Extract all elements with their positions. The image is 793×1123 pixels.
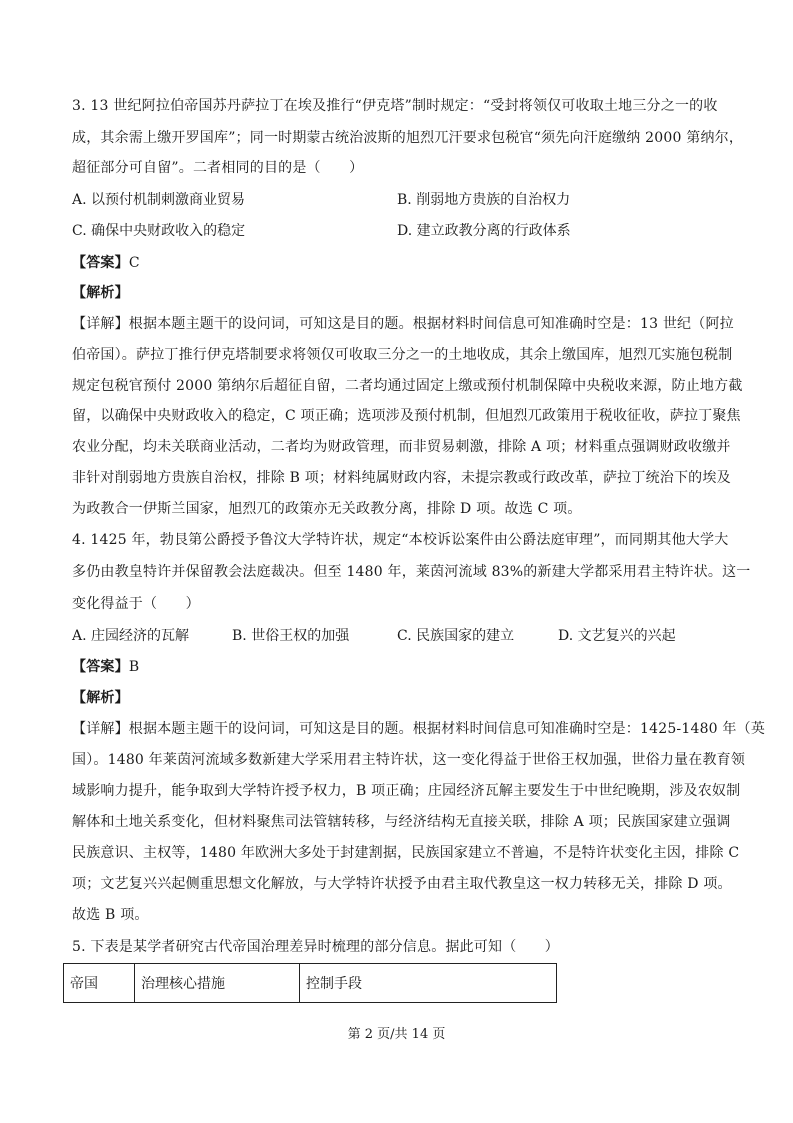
- q3-stem-line-2: 成，其余需上缴开罗国库”；同一时期蒙古统治波斯的旭烈兀汗要求包税官“须先向汗庭缴纳 2000 第纳尔，: [72, 130, 744, 146]
- q4-option-a: A. 庄园经济的瓦解: [72, 628, 190, 644]
- q3-detail-line-2: 伯帝国）。萨拉丁推行伊克塔制要求将领仅可收取三分之一的土地收成，其余上缴国库，旭烈兀实施包税制: [72, 347, 733, 363]
- q3-detail-line-1: 【详解】根据本题主题干的设问词，可知这是目的题。根据材料时间信息可知准确时空是：13 世纪（阿拉: [72, 316, 734, 332]
- q4-detail-line-3: 域影响力提升，能争取到大学特许授予权力，B 项正确；庄园经济瓦解主要发生于中世纪晚期，涉及农奴制: [72, 783, 741, 799]
- q3-option-d: D. 建立政教分离的行政体系: [397, 223, 571, 239]
- q3-answer: [72, 253, 732, 273]
- q3-detail-line-3: 规定包税官预付 2000 第纳尔后超征自留，二者均通过固定上缴或预付机制保障中央税收来源，防止地方截: [72, 378, 743, 394]
- q3-detail-line-6: 非针对削弱地方贵族自治权，排除 B 项；材料纯属财政内容，未提宗教或行政改革，萨拉丁统治下的埃及: [72, 470, 731, 486]
- q3-stem-line-1: 3. 13 世纪阿拉伯帝国苏丹萨拉丁在埃及推行“伊克塔”制时规定：“受封将领仅可收取土地三分之一的收: [72, 98, 718, 114]
- q4-answer: [72, 657, 732, 677]
- q4-stem-line-3: 变化得益于（ ）: [72, 596, 200, 612]
- q5-table: [63, 963, 557, 1003]
- q3-detail-line-7: 为政教合一伊斯兰国家，旭烈兀的政策亦无关政教分离，排除 D 项。故选 C 项。: [72, 501, 582, 517]
- q3-detail-line-4: 留，以确保中央财政收入的稳定，C 项正确；选项涉及预付机制，但旭烈兀政策用于税收征收，萨拉丁聚焦: [72, 408, 741, 424]
- q4-stem-line-2: 多仍由教皇特许并保留教会法庭裁决。但至 1480 年，莱茵河流域 83%的新建大学都采用君主特许状。这一: [72, 564, 751, 580]
- q5-stem: 5. 下表是某学者研究古代帝国治理差异时梳理的部分信息。据此可知（ ）: [72, 939, 560, 955]
- q4-detail-line-1: 【详解】根据本题主题干的设问词，可知这是目的题。根据材料时间信息可知准确时空是：1425-1480 年（英: [72, 721, 766, 737]
- q4-detail-line-6: 项；文艺复兴兴起侧重思想文化解放，与大学特许状授予由君主取代教皇这一权力转移无关，排除 D 项。: [72, 876, 732, 892]
- q4-option-c: C. 民族国家的建立: [397, 628, 515, 644]
- q4-answer-value: B: [128, 659, 140, 675]
- page-footer: 第 2 页/共 14 页: [347, 1027, 446, 1042]
- table-header-cell: 帝国: [64, 964, 135, 1003]
- q4-answer-tag: 【答案】: [72, 659, 129, 675]
- q3-answer-tag: 【答案】: [72, 255, 129, 271]
- q3-detail-line-5: 农业分配，均未关联商业活动，二者均为财政管理，而非贸易刺激，排除 A 项；材料重点强调财政收缴并: [72, 439, 731, 455]
- q4-option-b: B. 世俗王权的加强: [232, 628, 350, 644]
- q3-option-b: B. 削弱地方贵族的自治权力: [397, 192, 571, 208]
- table-header-row: [64, 964, 557, 1003]
- q3-option-a: A. 以预付机制刺激商业贸易: [72, 192, 246, 208]
- q4-detail-line-2: 国）。1480 年莱茵河流域多数新建大学采用君主特许状，这一变化得益于世俗王权加强，世俗力量在教育领: [72, 752, 746, 768]
- q4-detail-line-4: 解体和土地关系变化，但材料聚焦司法管辖转移，与经济结构无直接关联，排除 A 项；民族国家建立强调: [72, 814, 731, 830]
- q4-detail-line-5: 民族意识、主权等，1480 年欧洲大多处于封建割据，民族国家建立不普遍，不是特许状变化主因，排除 C: [72, 845, 740, 861]
- q4-stem-line-1: 4. 1425 年，勃艮第公爵授予鲁汶大学特许状，规定“本校诉讼案件由公爵法庭审理”，而同期其他大学大: [72, 532, 729, 548]
- q3-analysis-tag: 【解析】: [72, 285, 129, 301]
- q4-detail-line-7: 故选 B 项。: [72, 907, 149, 923]
- q4-analysis-tag: 【解析】: [72, 690, 129, 706]
- q3-stem-line-3: 超征部分可自留”。二者相同的目的是（ ）: [72, 160, 364, 176]
- q3-answer-value: C: [128, 255, 140, 271]
- q3-option-c: C. 确保中央财政收入的稳定: [72, 223, 246, 239]
- table-header-cell: 控制手段: [300, 964, 557, 1003]
- q4-option-d: D. 文艺复兴的兴起: [558, 628, 676, 644]
- table-header-cell: 治理核心措施: [135, 964, 300, 1003]
